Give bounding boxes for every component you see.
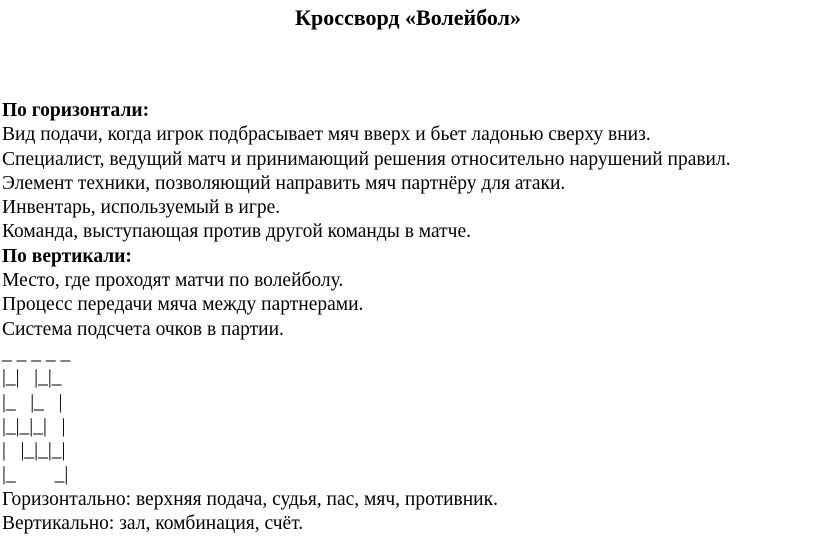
answers-vertical: Вертикально: зал, комбинация, счёт. [2, 513, 304, 535]
page-title: Кроссворд «Волейбол» [295, 5, 521, 30]
horizontal-clue-1: Вид подачи, когда игрок подбрасывает мяч вверх и бьет ладонью сверху вниз. [2, 124, 651, 146]
horizontal-clue-3: Элемент техники, позволяющий направить мяч партнёру для атаки. [2, 172, 566, 194]
crossword-grid-line-6: |_ _| [2, 464, 69, 486]
document-body [2, 99, 814, 536]
vertical-clue-2: Процесс передачи мяча между партнерами. [2, 294, 364, 316]
vertical-heading: По вертикали: [2, 245, 132, 267]
crossword-grid-line-4: |_|_|_| | [2, 415, 66, 437]
crossword-grid-line-2: |_| |_|_ [2, 367, 62, 389]
answers-horizontal: Горизонтально: верхняя подача, судья, пас, мяч, противник. [2, 488, 498, 510]
horizontal-clue-5: Команда, выступающая против другой команды в матче. [2, 221, 471, 243]
horizontal-clue-2: Специалист, ведущий матч и принимающий решения относительно нарушений правил. [2, 148, 731, 170]
crossword-grid-line-1: _ _ _ _ _ [2, 342, 71, 364]
crossword-grid-line-5: | |_|_|_| [2, 440, 66, 462]
vertical-clue-3: Система подсчета очков в партии. [2, 318, 284, 340]
horizontal-heading: По горизонтали: [2, 100, 150, 121]
crossword-grid-line-3: |_ |_ | [2, 391, 63, 413]
vertical-clue-1: Место, где проходят матчи по волейболу. [2, 270, 344, 292]
horizontal-clue-4: Инвентарь, используемый в игре. [2, 197, 281, 219]
